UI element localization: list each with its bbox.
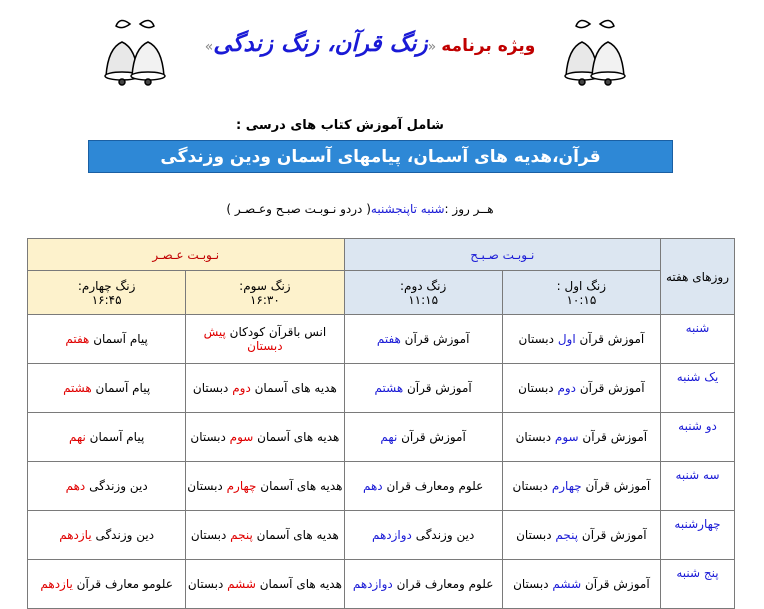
class-cell xyxy=(186,560,344,609)
class-cell xyxy=(186,364,344,413)
class-cell xyxy=(344,560,502,609)
quote-open: « xyxy=(427,39,437,55)
level-text: دبستان xyxy=(518,381,558,395)
table-row xyxy=(28,413,735,462)
class-cell xyxy=(344,462,502,511)
table-row xyxy=(28,560,735,609)
subject-text: آموزش قرآن xyxy=(403,381,472,395)
grade-highlight: سوم xyxy=(229,430,254,444)
subject-text: آموزش قرآن xyxy=(578,430,648,444)
quote-close: » xyxy=(204,39,214,55)
grade-highlight: یازدهم xyxy=(59,528,92,542)
class-cell xyxy=(186,315,344,364)
grade-highlight: دوم xyxy=(557,381,577,395)
grade-highlight: یازدهم xyxy=(40,577,73,591)
subject-text: هدیه های آسمان xyxy=(255,577,342,591)
bell-name: زنگ چهارم: xyxy=(77,278,136,293)
grade-highlight: نهم xyxy=(380,430,398,444)
grade-highlight: هفتم xyxy=(376,332,401,346)
class-cell xyxy=(344,413,502,462)
bell-time: ۱۶:۳۰ xyxy=(249,292,280,307)
page-title xyxy=(180,30,560,57)
grade-highlight: پنجم xyxy=(230,528,253,542)
grade-highlight: دوم xyxy=(232,381,251,395)
bell-header xyxy=(186,271,344,315)
level-text: دبستان xyxy=(518,332,558,346)
class-cell xyxy=(28,560,186,609)
subject-text: پیام آسمان xyxy=(91,381,151,395)
grade-highlight: سوم xyxy=(554,430,579,444)
class-cell xyxy=(502,364,660,413)
grade-highlight: نهم xyxy=(68,430,86,444)
grade-highlight: اول xyxy=(557,332,576,346)
class-cell xyxy=(502,462,660,511)
schedule-body xyxy=(28,315,735,609)
subject-text: آموزش قرآن xyxy=(397,430,466,444)
level-text: دبستان xyxy=(190,528,231,542)
class-cell xyxy=(344,364,502,413)
grade-highlight: دهم xyxy=(362,479,383,493)
bell-icon xyxy=(100,14,170,98)
class-cell xyxy=(28,413,186,462)
level-text: دبستان xyxy=(512,479,552,493)
table-row xyxy=(28,315,735,364)
level-text: دبستان xyxy=(187,577,228,591)
subject-text: علوم ومعارف قران xyxy=(392,577,494,591)
subject-text: آموزش قرآن xyxy=(581,577,650,591)
class-cell xyxy=(186,511,344,560)
class-cell xyxy=(502,511,660,560)
bell-icon xyxy=(560,14,630,98)
subject-text: دین وزندگی xyxy=(85,479,148,493)
grade-highlight: دهم xyxy=(65,479,86,493)
grade-highlight: چهارم xyxy=(226,479,257,493)
class-cell xyxy=(344,511,502,560)
bell-time: ۱۶:۴۵ xyxy=(91,292,122,307)
subject-text: انس باقرآن کودکان xyxy=(225,325,327,339)
class-cell xyxy=(502,413,660,462)
schedule-table xyxy=(27,238,735,609)
grade-highlight: هشتم xyxy=(374,381,404,395)
subject-text: آموزش قرآن xyxy=(576,381,645,395)
grade-highlight: پنجم xyxy=(555,528,579,542)
subject-text: هدیه های آسمان xyxy=(252,528,339,542)
level-text: دبستان xyxy=(513,577,553,591)
grade-highlight: هفتم xyxy=(65,332,90,346)
days-highlight: شنبه تاپنجشنبه xyxy=(370,202,445,216)
table-row xyxy=(28,462,735,511)
subject-text: آموزش قرآن xyxy=(578,528,647,542)
class-cell xyxy=(186,462,344,511)
grade-highlight: پیش دبستان xyxy=(203,325,283,353)
class-cell xyxy=(28,315,186,364)
grade-highlight: چهارم xyxy=(551,479,582,493)
subject-text: آموزش قرآن xyxy=(581,479,651,493)
table-row xyxy=(28,511,735,560)
day-cell: پنج شنبه xyxy=(661,560,735,609)
subject-text: هدیه های آسمان xyxy=(250,381,337,395)
day-cell: یک شنبه xyxy=(661,364,735,413)
class-cell xyxy=(28,462,186,511)
bell-name: زنگ دوم: xyxy=(399,278,447,293)
afternoon-shift-header: نـوبـت عـصـر xyxy=(28,239,345,271)
title-prefix: ویژه برنامه xyxy=(441,36,536,56)
class-cell xyxy=(502,560,660,609)
subject-text: هدیه های آسمان xyxy=(253,430,340,444)
grade-highlight: ششم xyxy=(552,577,582,591)
day-column-header: روزهای هفته xyxy=(661,239,735,315)
day-cell: سه شنبه xyxy=(661,462,735,511)
level-text: دبستان xyxy=(192,381,233,395)
subject-text: دین وزندگی xyxy=(411,528,475,542)
table-row xyxy=(28,364,735,413)
subject-text: هدیه های آسمان xyxy=(256,479,343,493)
class-cell xyxy=(186,413,344,462)
day-cell: چهارشنبه xyxy=(661,511,735,560)
subject-text: پیام آسمان xyxy=(85,430,145,444)
day-cell: دو شنبه xyxy=(661,413,735,462)
bell-time: ۱۱:۱۵ xyxy=(408,292,439,307)
grade-highlight: دوازدهم xyxy=(371,528,412,542)
morning-shift-header: نـوبـت صـبـح xyxy=(344,239,661,271)
subject-text: پیام آسمان xyxy=(89,332,148,346)
days-prefix: هــر روز : xyxy=(444,202,494,216)
level-text: دبستان xyxy=(515,430,555,444)
grade-highlight: هشتم xyxy=(63,381,92,395)
subjects-banner: قرآن،هدیه های آسمان، پیامهای آسمان ودین وزندگی xyxy=(88,140,673,173)
subject-text: علومو معارف قرآن xyxy=(72,577,173,591)
days-suffix: ( دردو نـوبـت صبـح وعـصـر ) xyxy=(226,202,371,216)
level-text: دبستان xyxy=(187,479,227,493)
class-cell xyxy=(28,511,186,560)
class-cell xyxy=(28,364,186,413)
bell-name: زنگ اول : xyxy=(556,278,607,293)
level-text: دبستان xyxy=(190,430,230,444)
day-cell: شنبه xyxy=(661,315,735,364)
bell-header xyxy=(502,271,660,315)
class-cell xyxy=(344,315,502,364)
bell-name: زنگ سوم: xyxy=(239,278,291,293)
grade-highlight: ششم xyxy=(227,577,256,591)
bell-header xyxy=(28,271,186,315)
subject-text: آموزش قرآن xyxy=(575,332,645,346)
bell-header xyxy=(344,271,502,315)
grade-highlight: دوازدهم xyxy=(352,577,393,591)
class-cell xyxy=(502,315,660,364)
subject-text: آموزش قرآن xyxy=(400,332,470,346)
subject-text: علوم ومعارف قران xyxy=(382,479,484,493)
days-line xyxy=(200,202,520,216)
program-name: زنگ قرآن، زنگ زندگی xyxy=(213,30,428,57)
level-text: دبستان xyxy=(516,528,556,542)
subject-text: دین وزندگی xyxy=(91,528,155,542)
bell-time: ۱۰:۱۵ xyxy=(566,292,597,307)
subtitle: شامل آموزش کتاب های درسی : xyxy=(236,118,444,133)
